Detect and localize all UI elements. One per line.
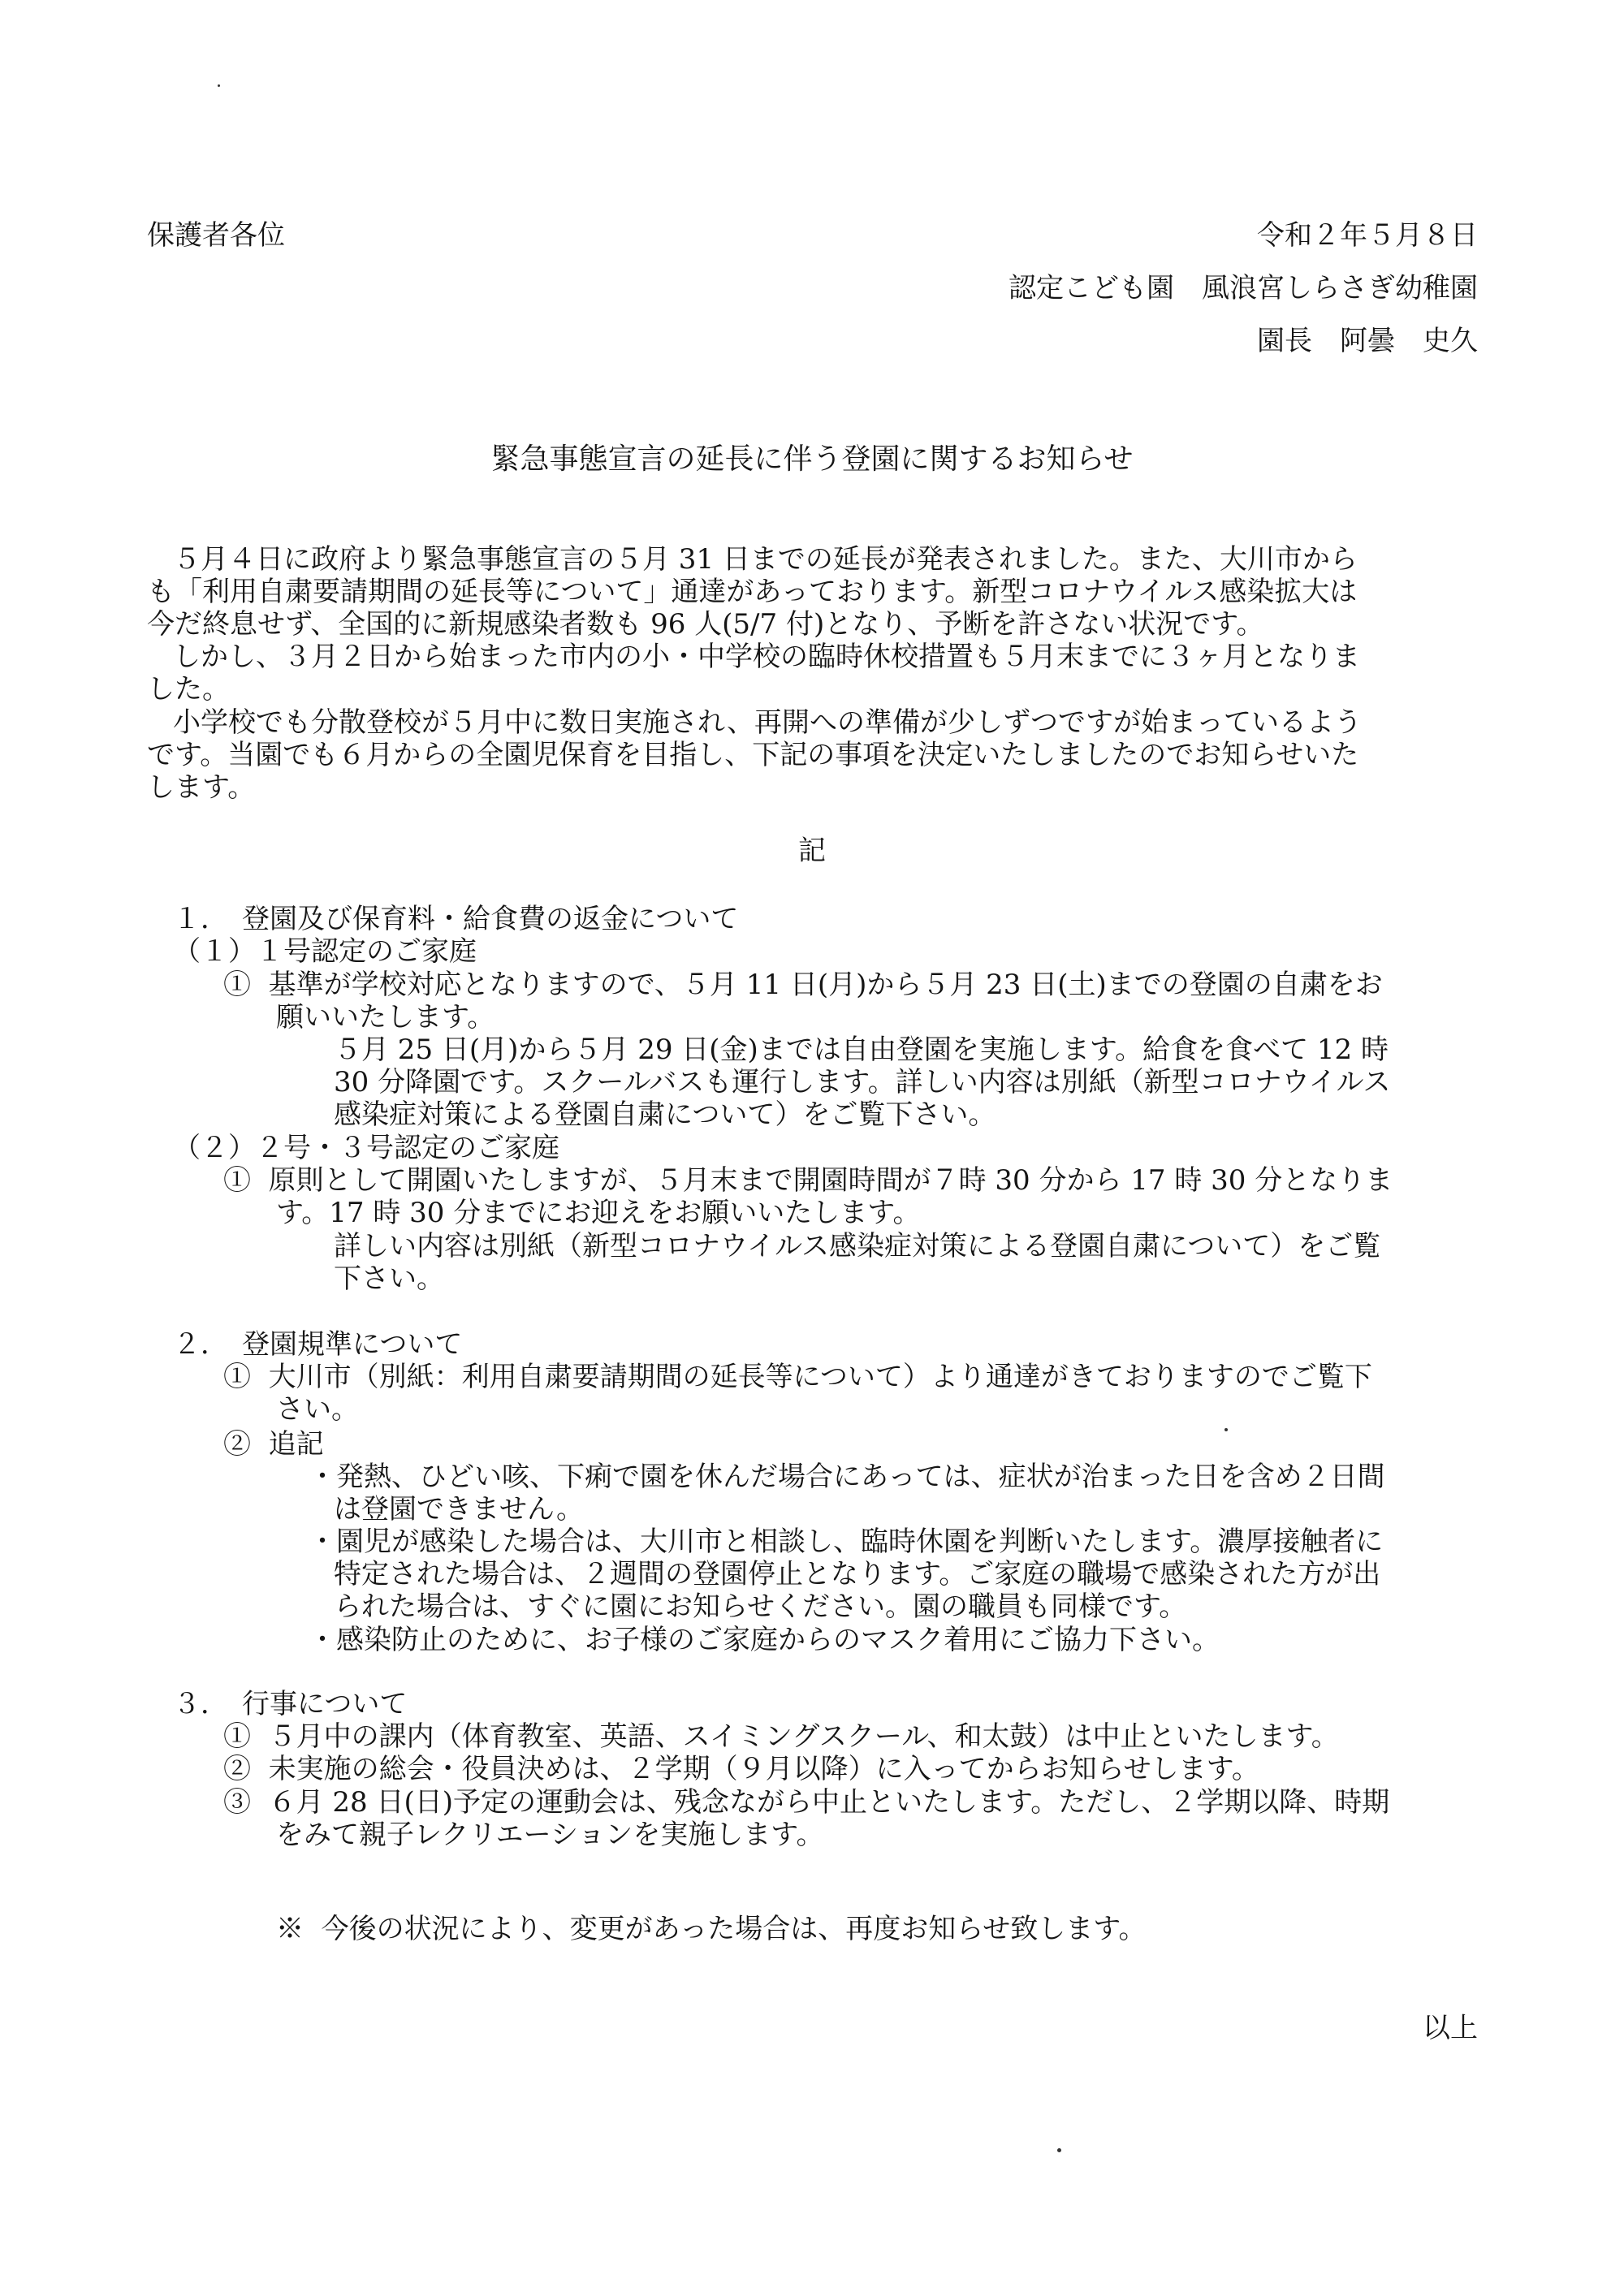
intro-line: 今だ終息せず、全国的に新規感染者数も 96 人(5/7 付)となり、予断を許さない状況です。: [147, 608, 1264, 641]
scan-speck: [1057, 2148, 1061, 2152]
section-1-sub-2-line: 詳しい内容は別紙（新型コロナウイルス感染症対策による登園自粛について）をご覧: [334, 1230, 1381, 1262]
closing-word: 以上: [1423, 2012, 1478, 2044]
section-1-heading: １． 登園及び保育料・給食費の返金について: [173, 903, 739, 935]
footnote: ※ 今後の状況により、変更があった場合は、再度お知らせ致します。: [276, 1913, 1147, 1945]
section-2-heading: ２． 登園規準について: [173, 1328, 463, 1361]
section-1-sub-1-line: ① 基準が学校対応となりますので、５月 11 日(月)から５月 23 日(土)までの登園の自粛をお: [223, 969, 1383, 1001]
intro-line: した。: [147, 673, 230, 706]
section-3-line: をみて親子レクリエーションを実施します。: [276, 1819, 824, 1851]
intro-line: 小学校でも分散登校が５月中に数日実施され、再開への準備が少しずつですが始まっているよう: [173, 706, 1363, 739]
section-2-line: られた場合は、すぐに園にお知らせください。園の職員も同様です。: [334, 1590, 1187, 1623]
section-2-line: さい。: [276, 1393, 359, 1426]
section-2-line: ・感染防止のために、お子様のご家庭からのマスク着用にご協力下さい。: [309, 1624, 1220, 1656]
principal-name: 園長 阿曇 史久: [1257, 325, 1478, 357]
intro-line: も「利用自粛要請期間の延長等について」通達があっております。新型コロナウイルス感染拡大は: [147, 576, 1358, 608]
issue-date: 令和２年５月８日: [1257, 219, 1478, 252]
section-2-line: ・園児が感染した場合は、大川市と相談し、臨時休園を判断いたします。濃厚接触者に: [309, 1526, 1384, 1558]
section-3-line: ① ５月中の課内（体育教室、英語、スイミングスクール、和太鼓）は中止といたします。: [223, 1720, 1339, 1753]
section-1-sub-2-line: す。17 時 30 分までにお迎えをお願いいたします。: [276, 1197, 921, 1229]
section-1-sub-1-line: ５月 25 日(月)から５月 29 日(金)までは自由登園を実施します。給食を食べて 12 時: [334, 1034, 1389, 1066]
section-2-line: ・発熱、ひどい咳、下痢で園を休んだ場合にあっては、症状が治まった日を含め２日間: [309, 1461, 1385, 1493]
section-1-sub-2-line: 下さい。: [334, 1262, 444, 1295]
organization-name: 認定こども園 風浪宮しらさぎ幼稚園: [1009, 272, 1478, 304]
section-2-line: は登園できません。: [334, 1493, 585, 1526]
section-3-line: ② 未実施の総会・役員決めは、２学期（９月以降）に入ってからお知らせします。: [223, 1753, 1259, 1785]
scan-speck: [218, 84, 220, 87]
section-1-sub-1-line: 願いいたします。: [276, 1001, 495, 1034]
recipient: 保護者各位: [147, 219, 285, 252]
notice-title: 緊急事態宣言の延長に伴う登園に関するお知らせ: [490, 442, 1134, 476]
section-1-sub-2-heading: （２）２号・３号認定のご家庭: [173, 1132, 559, 1164]
section-2-line: ② 追記: [223, 1428, 324, 1461]
section-1-sub-2-line: ① 原則として開園いたしますが、５月末まで開園時間が７時 30 分から 17 時 30 分となりま: [223, 1164, 1393, 1197]
section-1-sub-1-line: 感染症対策による登園自粛について）をご覧下さい。: [334, 1098, 996, 1131]
section-1-sub-1-line: 30 分降園です。スクールバスも運行します。詳しい内容は別紙（新型コロナウイルス: [334, 1066, 1391, 1098]
section-2-line: ① 大川市（別紙：利用自粛要請期間の延長等について）より通達がきておりますのでご覧下: [223, 1361, 1372, 1393]
intro-line: ５月４日に政府より緊急事態宣言の５月 31 日までの延長が発表されました。また、大川市から: [173, 543, 1358, 576]
section-1-sub-1-heading: （１）１号認定のご家庭: [173, 935, 477, 968]
intro-line: します。: [147, 771, 256, 804]
section-2-line: 特定された場合は、２週間の登園停止となります。ご家庭の職場で感染された方が出: [334, 1558, 1381, 1590]
intro-line: です。当園でも６月からの全園児保育を目指し、下記の事項を決定いたしましたのでお知らせいた: [147, 739, 1359, 771]
section-3-heading: ３． 行事について: [173, 1688, 408, 1720]
scan-speck: [1224, 1428, 1228, 1431]
intro-line: しかし、３月２日から始まった市内の小・中学校の臨時休校措置も５月末までに３ヶ月となりま: [173, 641, 1360, 673]
section-3-line: ③ ６月 28 日(日)予定の運動会は、残念ながら中止といたします。ただし、２学期以降、時期: [223, 1786, 1390, 1819]
ki-marker: 記: [798, 835, 826, 867]
